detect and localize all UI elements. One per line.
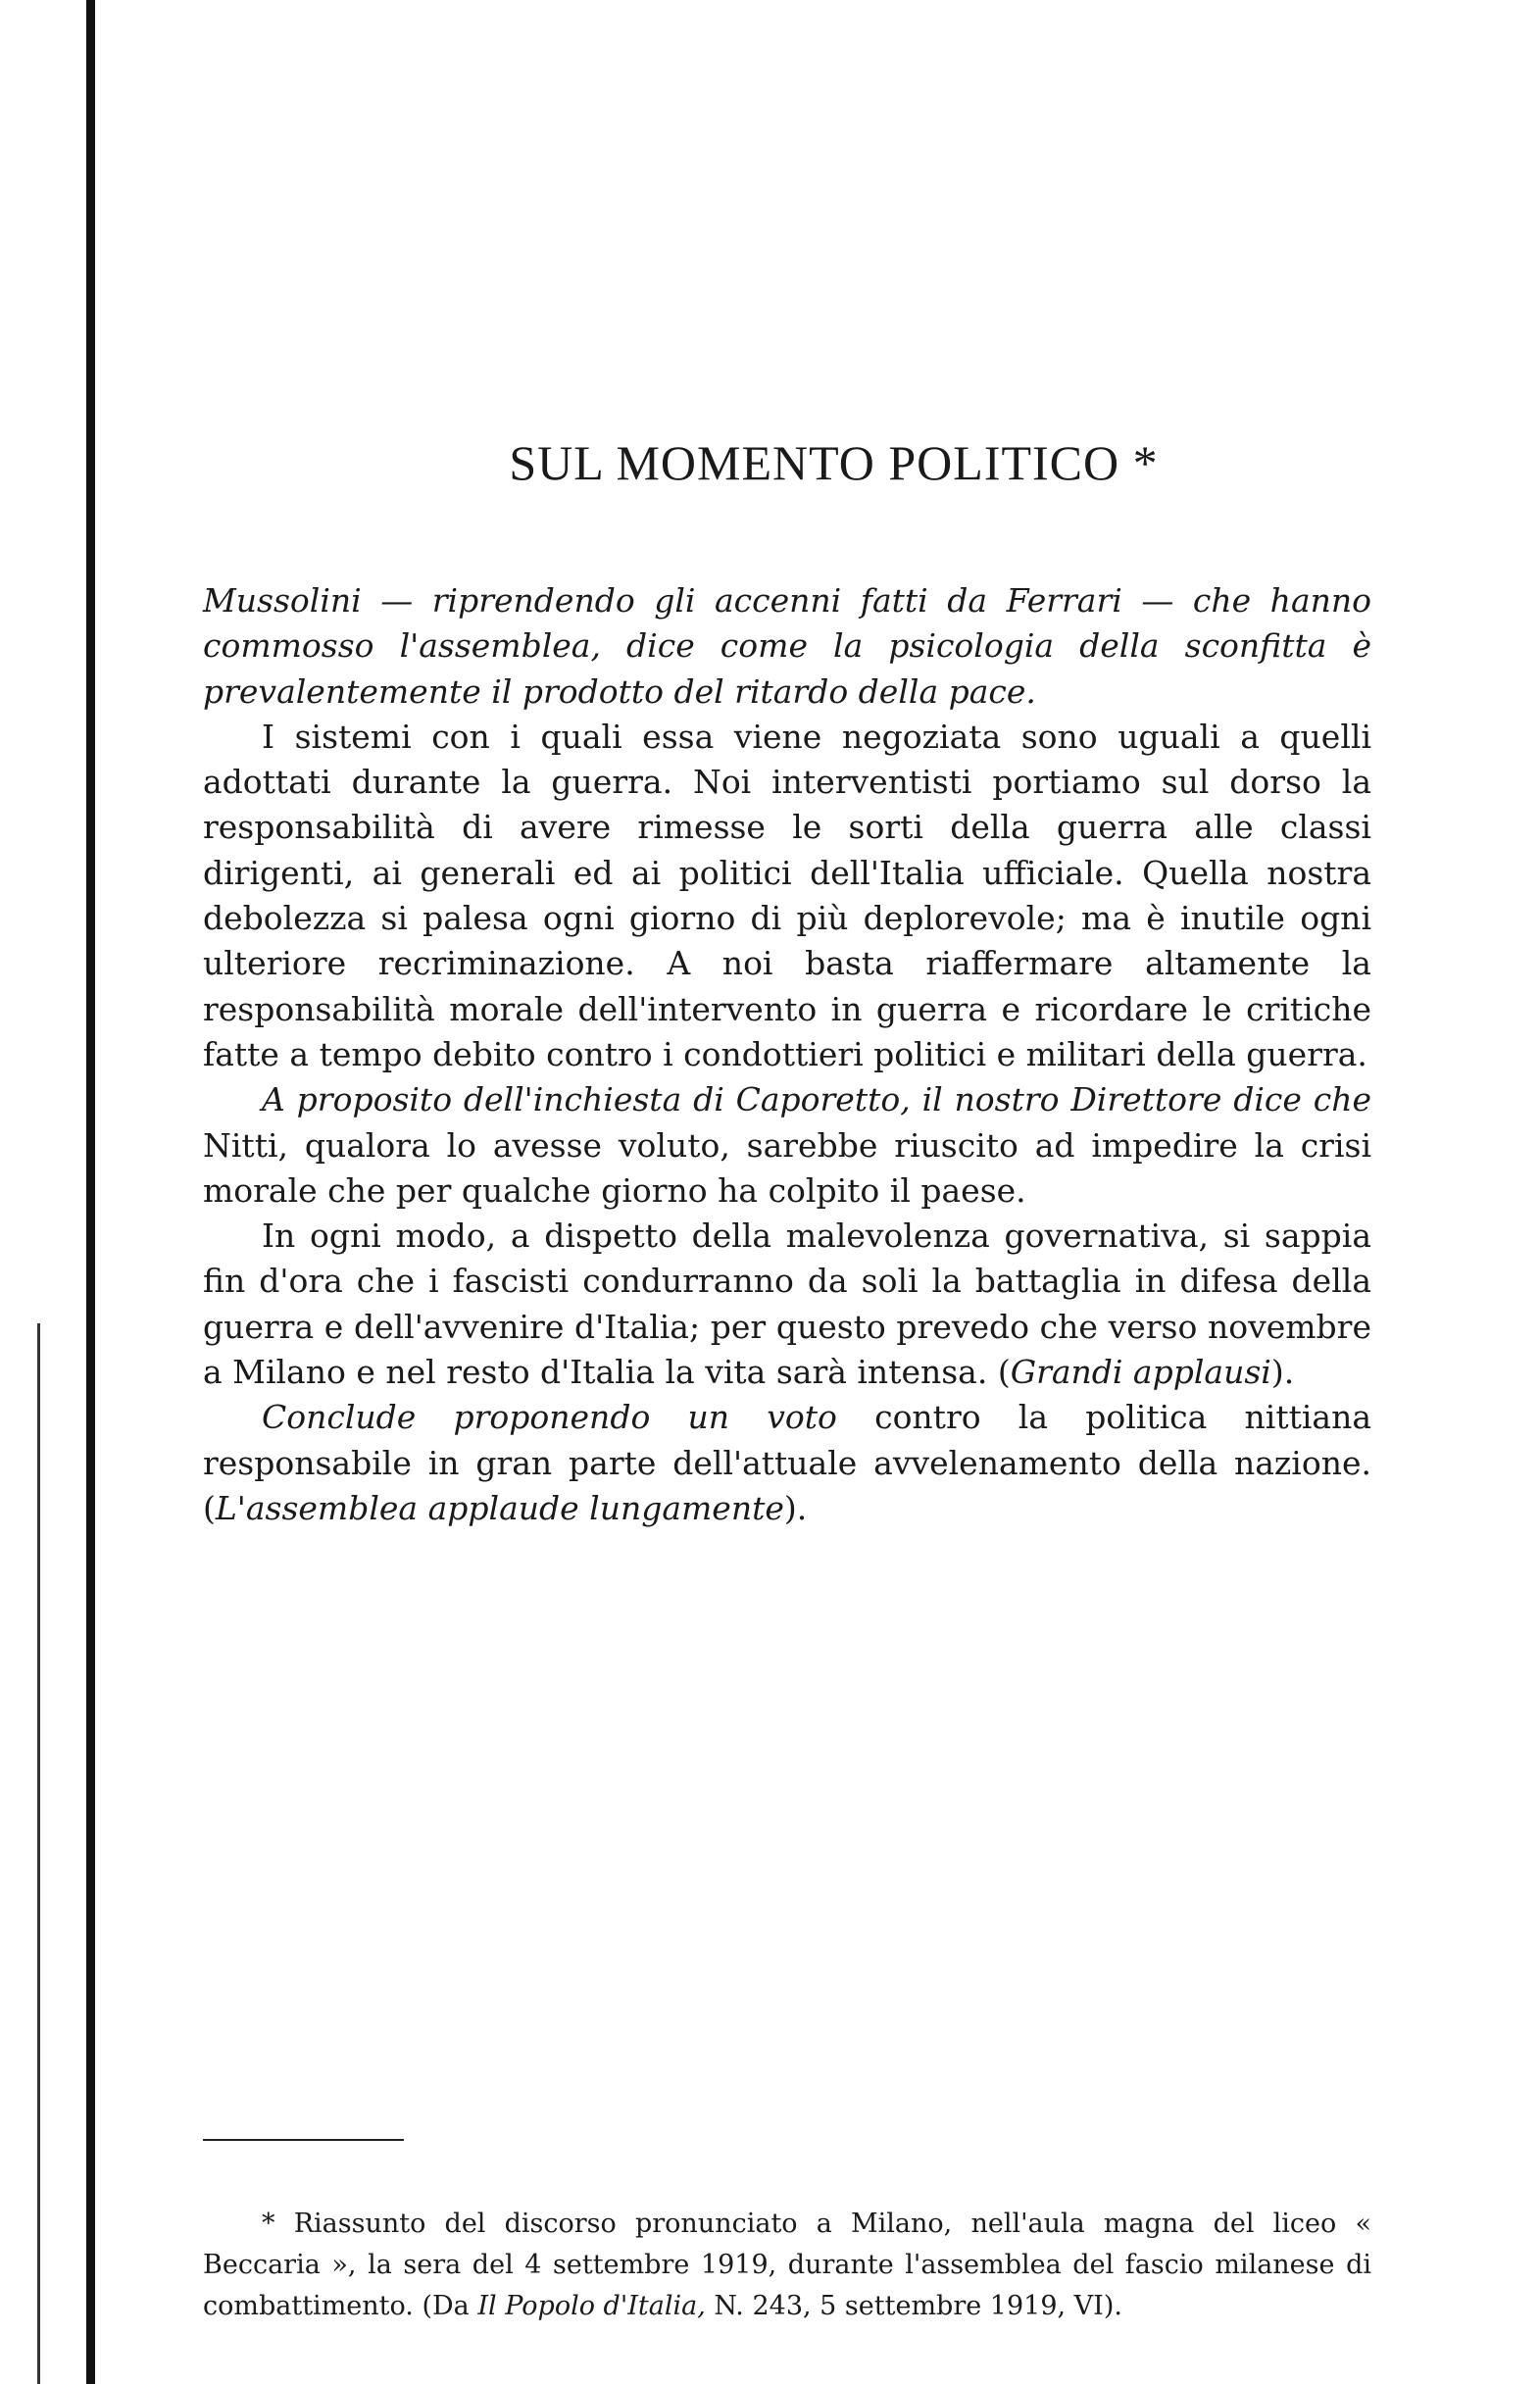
paragraph-4-tail: ). (1270, 1353, 1295, 1392)
paragraph-1 (203, 578, 1371, 715)
page-title-text: SUL MOMENTO POLITICO * (509, 435, 1159, 490)
footnote-tail: N. 243, 5 settembre 1919, VI). (705, 2291, 1122, 2321)
paragraph-3-italic: A proposito dell'inchiesta di Caporetto, il nostro Direttore dice che (262, 1080, 1371, 1119)
binding-edge-thin (37, 1323, 40, 2384)
paragraph-3 (203, 1077, 1371, 1214)
paragraph-5-tail: ). (783, 1488, 808, 1527)
footnote-italic: Il Popolo d'Italia, (477, 2291, 706, 2321)
paragraph-3-text: Nitti, qualora lo avesse voluto, sarebbe riuscito ad impedire la crisi morale che per qualche giorno ha colpito il paese. (203, 1125, 1371, 1210)
page-title (0, 434, 1540, 491)
paragraph-5-italic: Conclude proponendo un voto (262, 1398, 837, 1437)
paragraph-5-text: contro la politica nittiana responsabile in gran parte dell'attuale avvelenamento della nazione. ( (203, 1398, 1371, 1527)
paragraph-5 (203, 1395, 1371, 1531)
body-text (203, 578, 1371, 1531)
paragraph-2: I sistemi con i quali essa viene negoziata sono uguali a quelli adottati durante la guerra. Noi interventisti portiamo sul dorso la responsabilità di avere rimesse le sorti della guerra alle classi dirigenti, ai generali ed ai politici dell'Italia ufficiale. Quella nostra debolezza si palesa ogni giorno di più deplorevole; ma è inutile ogni ulteriore recriminazione. A noi basta riaffermare altamente la responsabilità morale dell'intervento in guerra e ricordare le critiche fatte a tempo debito contro i condottieri politici e militari della guerra. (203, 717, 1371, 1073)
paragraph-5-italic-2: L'assemblea applaude lungamente (215, 1488, 784, 1527)
paragraph-4 (203, 1214, 1371, 1395)
footnote (203, 2204, 1371, 2327)
footnote-paragraph (203, 2204, 1371, 2327)
paragraph-4-italic: Grandi applausi (1010, 1353, 1271, 1392)
footnote-text: * Riassunto del discorso pronunciato a Milano, nell'aula magna del liceo « Beccaria », la sera del 4 settembre 1919, durante l'assemblea del fascio milanese di combattimento. (Da (203, 2209, 1371, 2321)
binding-edge (86, 0, 95, 2384)
paragraph-4-text: In ogni modo, a dispetto della malevolenza governativa, si sappia fin d'ora che i fascisti condurranno da soli la battaglia in difesa della guerra e dell'avvenire d'Italia; per questo prevedo che verso novembre a Milano e nel resto d'Italia la vita sarà intensa. ( (203, 1217, 1371, 1392)
footnote-rule (203, 2139, 404, 2141)
paragraph-1-italic: Mussolini — riprendendo gli accenni fatti da Ferrari — che hanno commosso l'assemblea, dice come la psicologia della sconfitta è prevalentemente il prodotto del ritardo della pace. (203, 581, 1371, 711)
